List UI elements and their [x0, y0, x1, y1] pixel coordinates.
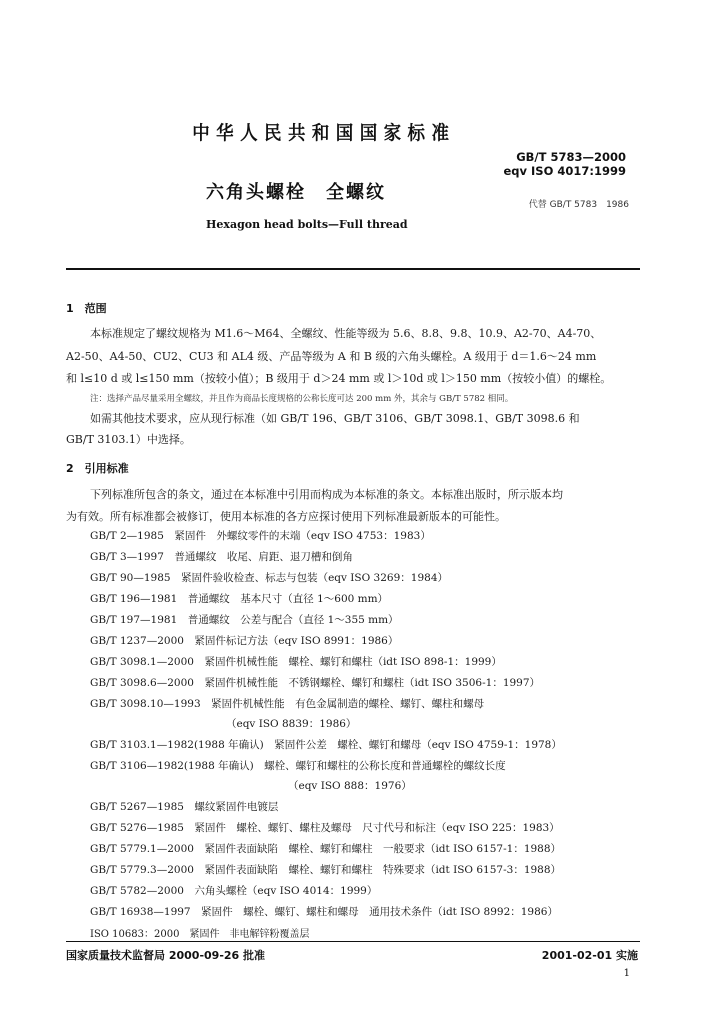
scope-note: 注：选择产品尽量采用全螺纹，并且作为商品长度规格的公称长度可达 200 mm 外，其余与 GB/T 5782 相同。 [90, 394, 514, 404]
document-title-cn: 六角头螺栓 全螺纹 [206, 182, 386, 203]
reference-item: GB/T 5276—1985 紧固件 螺栓、螺钉、螺柱及螺母 尺寸代号和标注（eqv ISO 225：1983） [90, 822, 560, 834]
reference-item: GB/T 3098.1—2000 紧固件机械性能 螺栓、螺钉和螺柱（idt ISO 898-1：1999） [90, 656, 502, 668]
header-divider [66, 268, 640, 270]
reference-item: GB/T 16938—1997 紧固件 螺栓、螺钉、螺柱和螺母 通用技术条件（idt ISO 8992：1986） [90, 906, 558, 918]
replaces-standard: 代替 GB/T 5783 1986 [528, 200, 629, 210]
reference-item: GB/T 3—1997 普通螺纹 收尾、肩距、退刀槽和倒角 [90, 551, 353, 563]
reference-item-continuation: （eqv ISO 888：1976） [288, 780, 412, 792]
page-number: 1 [623, 968, 630, 979]
reference-item: GB/T 3103.1—1982(1988 年确认) 紧固件公差 螺栓、螺钉和螺母（eqv ISO 4759-1：1978） [90, 739, 562, 751]
scope-line-1: 本标准规定了螺纹规格为 M1.6～M64、全螺纹、性能等级为 5.6、8.8、9.8、10.9、A2-70、A4-70、 [90, 327, 602, 340]
standard-code: GB/T 5783—2000 [516, 150, 626, 164]
footer-divider [66, 941, 640, 942]
reference-item: ISO 10683：2000 紧固件 非电解锌粉覆盖层 [90, 929, 310, 940]
reference-item: GB/T 3098.6—2000 紧固件机械性能 不锈钢螺栓、螺钉和螺柱（idt ISO 3506-1：1997） [90, 677, 541, 689]
standard-title: 中华人民共和国国家标准 [192, 122, 456, 144]
references-intro-2: 为有效。所有标准都会被修订，使用本标准的各方应探讨使用下列标准最新版本的可能性。 [66, 510, 506, 523]
scope-line-3: 和 l≤10 d 或 l≤150 mm（按较小值）；B 级用于 d＞24 mm 或 l＞10d 或 l＞150 mm（按较小值）的螺栓。 [66, 372, 612, 385]
document-title-en: Hexagon head bolts—Full thread [206, 218, 408, 231]
scope-line-5: GB/T 3103.1）中选择。 [66, 433, 191, 446]
approval-info: 国家质量技术监督局 2000-09-26 批准 [66, 949, 266, 962]
reference-item: GB/T 5779.3—2000 紧固件表面缺陷 螺栓、螺钉和螺柱 特殊要求（idt ISO 6157-3：1988） [90, 864, 562, 876]
reference-item: GB/T 90—1985 紧固件验收检查、标志与包装（eqv ISO 3269：1984） [90, 572, 448, 584]
scope-line-4: 如需其他技术要求，应从现行标准（如 GB/T 196、GB/T 3106、GB/T 3098.1、GB/T 3098.6 和 [90, 412, 580, 425]
reference-item: GB/T 3106—1982(1988 年确认) 螺栓、螺钉和螺柱的公称长度和普通螺栓的螺纹长度 [90, 760, 506, 772]
reference-item: GB/T 3098.10—1993 紧固件机械性能 有色金属制造的螺栓、螺钉、螺柱和螺母 [90, 698, 485, 710]
equivalent-standard: eqv ISO 4017:1999 [503, 164, 626, 178]
section-1-heading: 1 范围 [66, 302, 107, 315]
reference-item: GB/T 2—1985 紧固件 外螺纹零件的末端（eqv ISO 4753：1983） [90, 530, 431, 542]
reference-item: GB/T 196—1981 普通螺纹 基本尺寸（直径 1～600 mm） [90, 593, 389, 605]
reference-item: GB/T 5779.1—2000 紧固件表面缺陷 螺栓、螺钉和螺柱 一般要求（idt ISO 6157-1：1988） [90, 843, 562, 855]
scope-line-2: A2-50、A4-50、CU2、CU3 和 AL4 级、产品等级为 A 和 B 级的六角头螺栓。A 级用于 d＝1.6～24 mm [66, 350, 597, 363]
reference-item: GB/T 5782—2000 六角头螺栓（eqv ISO 4014：1999） [90, 885, 378, 897]
reference-item: GB/T 1237—2000 紧固件标记方法（eqv ISO 8991：1986） [90, 635, 399, 647]
reference-item: GB/T 5267—1985 螺纹紧固件电镀层 [90, 801, 279, 813]
reference-item: GB/T 197—1981 普通螺纹 公差与配合（直径 1～355 mm） [90, 614, 399, 626]
implementation-date: 2001-02-01 实施 [541, 949, 638, 962]
reference-item-continuation: （eqv ISO 8839：1986） [226, 718, 357, 730]
references-intro-1: 下列标准所包含的条文，通过在本标准中引用而构成为本标准的条文。本标准出版时，所示版本均 [90, 488, 563, 501]
section-2-heading: 2 引用标准 [66, 462, 129, 475]
